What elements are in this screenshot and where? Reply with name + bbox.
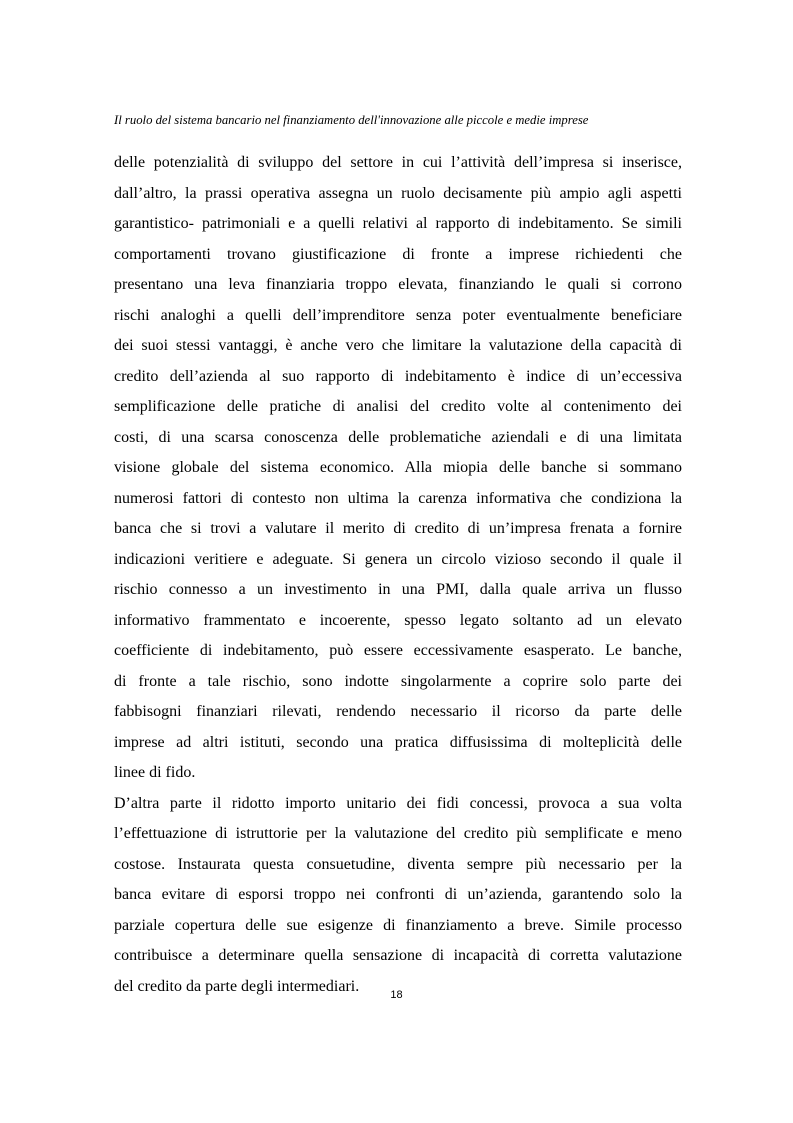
page-number: 18 [390,989,403,1001]
text-line: credito dell’azienda al suo rapporto di indebitamento è indice di un’eccessiva [114,367,682,385]
text-line: banca evitare di esporsi troppo nei confronti di un’azienda, garantendo solo la [114,886,682,903]
body-text [114,148,682,1002]
text-line: del credito da parte degli intermediari. [114,977,360,995]
text-line: informativo frammentato e incoerente, spesso legato soltanto ad un elevato [114,611,682,629]
text-line: visione globale del sistema economico. Alla miopia delle banche si sommano [114,459,682,476]
running-header: Il ruolo del sistema bancario nel finanziamento dell'innovazione alle piccole e medie imprese [114,113,589,127]
text-line: comportamenti trovano giustificazione di fronte a imprese richiedenti che [114,245,682,263]
text-line: banca che si trovi a valutare il merito di credito di un’impresa frenata a fornire [114,520,682,537]
text-line: imprese ad altri istituti, secondo una pratica diffusissima di molteplicità delle [114,733,682,751]
text-line: coefficiente di indebitamento, può essere eccessivamente esasperato. Le banche, [114,642,682,659]
text-line: delle potenzialità di sviluppo del settore in cui l’attività dell’impresa si inserisce, [114,154,682,171]
paragraph-1 [114,148,682,789]
text-line: linee di fido. [114,764,196,781]
text-line: rischio connesso a un investimento in una PMI, dalla quale arriva un flusso [114,581,682,598]
paragraph-2 [114,789,682,1003]
text-line: contribuisce a determinare quella sensazione di incapacità di corretta valutazione [114,947,682,964]
text-line: dei suoi stessi vantaggi, è anche vero che limitare la valutazione della capacità di [114,337,682,354]
text-line: rischi analoghi a quelli dell’imprenditore senza poter eventualmente beneficiare [114,306,682,324]
text-line: D’altra parte il ridotto importo unitario dei fidi concessi, provoca a sua volta [114,794,682,812]
text-line: parziale copertura delle sue esigenze di finanziamento a breve. Simile processo [114,916,682,934]
text-line: fabbisogni finanziari rilevati, rendendo necessario il ricorso da parte delle [114,703,682,720]
text-line: l’effettuazione di istruttorie per la valutazione del credito più semplificate e meno [114,825,682,842]
text-line: dall’altro, la prassi operativa assegna un ruolo decisamente più ampio agli aspetti [114,184,682,202]
text-line: garantistico- patrimoniali e a quelli relativi al rapporto di indebitamento. Se simili [114,215,682,232]
text-line: indicazioni veritiere e adeguate. Si genera un circolo vizioso secondo il quale il [114,550,682,568]
text-line: numerosi fattori di contesto non ultima la carenza informativa che condiziona la [114,489,682,507]
text-line: costose. Instaurata questa consuetudine, diventa sempre più necessario per la [114,855,682,873]
text-line: semplificazione delle pratiche di analisi del credito volte al contenimento dei [114,398,682,415]
text-line: presentano una leva finanziaria troppo elevata, finanziando le quali si corrono [114,276,682,293]
text-line: costi, di una scarsa conoscenza delle problematiche aziendali e di una limitata [114,428,682,446]
text-line: di fronte a tale rischio, sono indotte singolarmente a coprire solo parte dei [114,672,682,690]
